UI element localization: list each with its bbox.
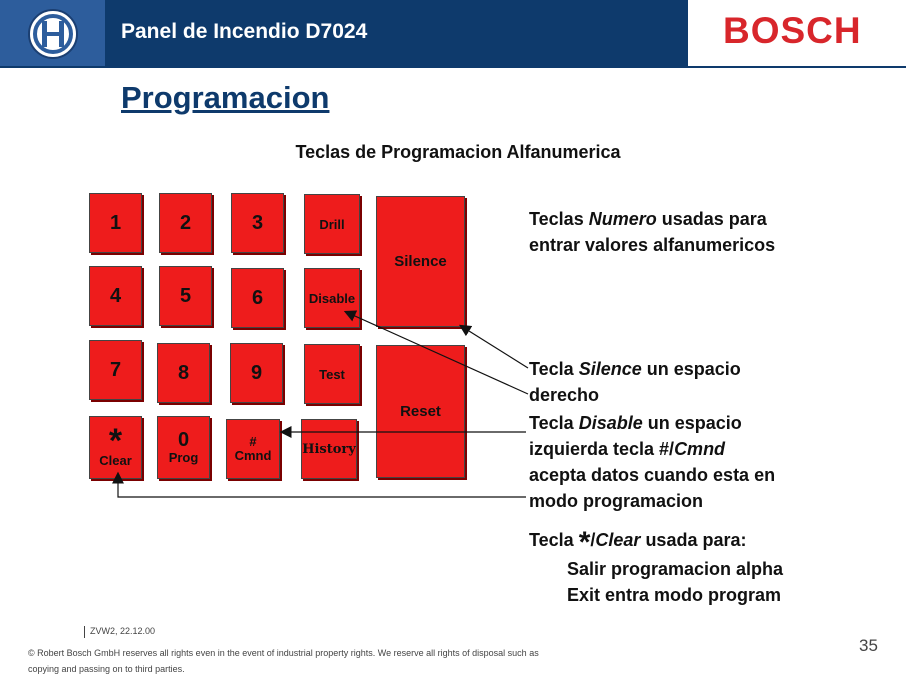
copyright-line-2: copying and passing on to third parties. — [28, 664, 185, 674]
clear-text-2: / — [590, 530, 596, 550]
silence-text-4: derecho — [529, 385, 600, 405]
numero-text-4: entrar valores alfanumericos — [529, 235, 776, 255]
footer-date: ZVW2, 22.12.00 — [90, 626, 156, 636]
footer-copyright — [28, 645, 668, 677]
silence-text-3: un espacio — [641, 359, 741, 379]
key-3[interactable]: 3 — [231, 193, 284, 253]
footer-tick — [84, 626, 85, 638]
key-history[interactable]: History — [301, 419, 357, 479]
disable-description — [529, 410, 775, 514]
numero-description — [529, 206, 775, 258]
clear-text-star: * — [578, 526, 591, 559]
key-disable[interactable]: Disable — [304, 268, 360, 328]
key-drill[interactable]: Drill — [304, 194, 360, 254]
header-title: Panel de Incendio D7024 — [121, 20, 368, 43]
key-reset[interactable]: Reset — [376, 345, 465, 478]
copyright-line-1: © Robert Bosch GmbH reserves all rights even in the event of industrial property rights. We reserve all rights of disposal such as — [28, 648, 539, 658]
disable-text-4: izquierda tecla #/ — [529, 439, 675, 459]
key-9[interactable]: 9 — [230, 343, 283, 403]
silence-description — [529, 356, 741, 408]
silence-text-1: Tecla — [529, 359, 579, 379]
clear-text-4: usada para: — [640, 530, 747, 550]
clear-label: Clear — [99, 452, 132, 468]
key-5[interactable]: 5 — [159, 266, 212, 326]
disable-text-2: Disable — [578, 413, 643, 433]
key-4[interactable]: 4 — [89, 266, 142, 326]
disable-text-6: acepta datos cuando esta en — [529, 465, 776, 485]
key-1[interactable]: 1 — [89, 193, 142, 253]
clear-text-5: Salir programacion alpha — [567, 559, 784, 579]
cmnd-label: Cmnd — [234, 448, 272, 463]
disable-text-5: Cmnd — [674, 439, 726, 459]
silence-text-2: Silence — [578, 359, 642, 379]
numero-text-3: usadas para — [656, 209, 767, 229]
brand-logo-text: BOSCH — [723, 10, 862, 51]
clear-text-3: Clear — [595, 530, 641, 550]
page-title: Programacion — [121, 80, 330, 115]
numero-text-2: Numero — [588, 209, 657, 229]
numero-text-1: Teclas — [529, 209, 589, 229]
disable-arrow — [346, 312, 528, 394]
key-2[interactable]: 2 — [159, 193, 212, 253]
prog-label: Prog — [168, 450, 199, 466]
star-symbol: * — [108, 421, 123, 460]
clear-description — [529, 527, 783, 608]
key-6[interactable]: 6 — [231, 268, 284, 328]
key-silence[interactable]: Silence — [376, 196, 465, 327]
key-7[interactable]: 7 — [89, 340, 142, 400]
clear-arrow — [118, 474, 526, 497]
silence-arrow — [461, 326, 528, 368]
hash-symbol: # — [249, 434, 257, 450]
clear-text-1: Tecla — [529, 530, 579, 550]
key-test[interactable]: Test — [304, 344, 360, 404]
disable-text-3: un espacio — [642, 413, 742, 433]
disable-text-1: Tecla — [529, 413, 579, 433]
page-number: 35 — [859, 636, 878, 655]
zero-symbol: 0 — [177, 429, 190, 452]
clear-text-6: Exit entra modo program — [567, 585, 782, 605]
page-subtitle: Teclas de Programacion Alfanumerica — [295, 142, 621, 162]
key-8[interactable]: 8 — [157, 343, 210, 403]
disable-text-7: modo programacion — [529, 491, 704, 511]
